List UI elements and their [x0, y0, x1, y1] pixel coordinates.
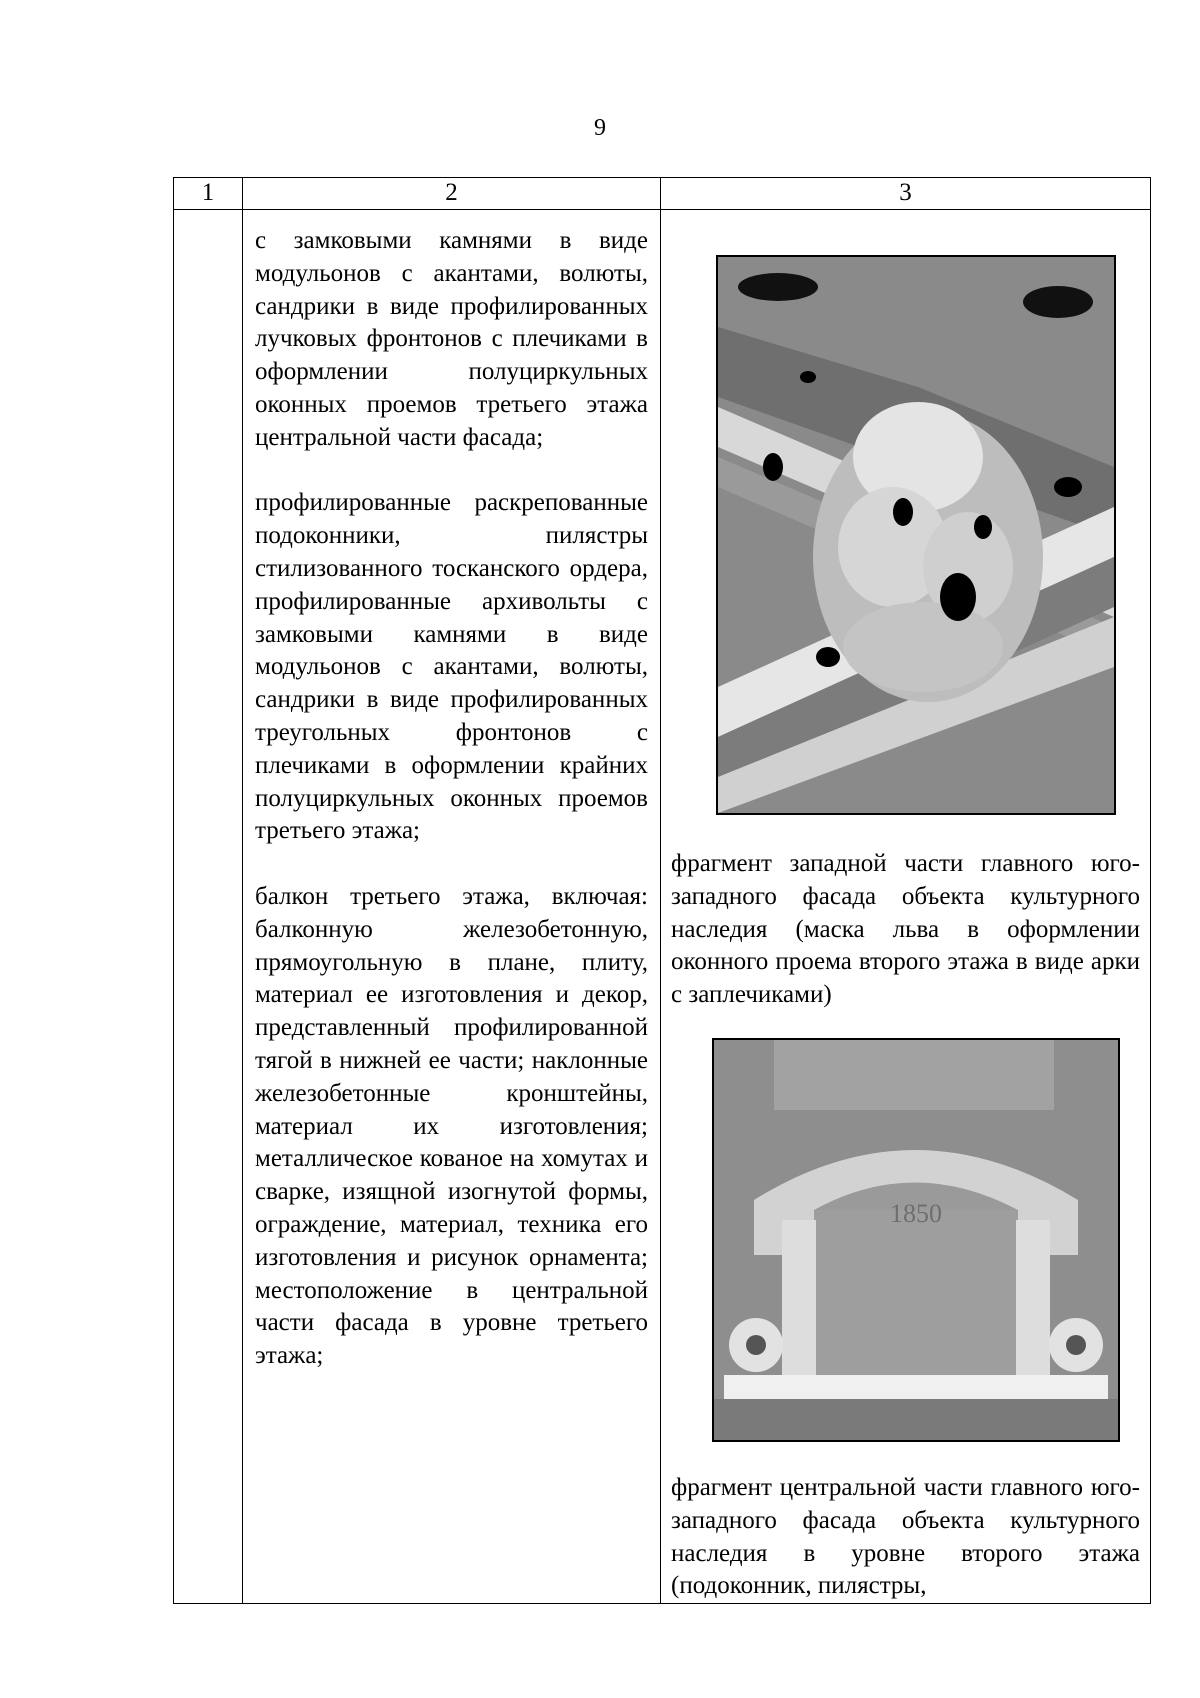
table-header-row — [174, 178, 1151, 210]
row-number-cell — [174, 210, 243, 1604]
description-paragraph: с замковыми камнями в виде модульонов с акантами, волюты, сандрики в виде профилированных лучковых фронтонов с плечиками в оформлении полуциркульных оконных проемов третьего этажа центральной части фасада; — [255, 227, 648, 451]
header-col-3: 3 — [661, 178, 1151, 210]
description-paragraph: балкон третьего этажа, включая: балконную железобетонную, прямоугольную в плане, плиту, материал ее изготовления и декор, представленный профилированной тягой в нижней ее части; наклонные железобетонные кронштейны, материал их изготовления; металлическое кованое на хомутах и сварке, изящной изогнутой формы, ограждение, материал, техника его изготовления и рисунок орнамента; местоположение в центральной части фасада в уровне третьего этажа; — [255, 882, 648, 1370]
illustration-cell — [661, 210, 1151, 1604]
description-paragraph: профилированные раскрепованные подоконники, пилястры стилизованного тосканского ордера, профилированные архивольты с замковыми камнями в виде модульонов с акантами, волюты, сандрики в виде профилированных треугольных фронтонов с плечиками в оформлении крайних полуциркульных оконных проемов третьего этажа; — [255, 489, 648, 845]
table-row — [174, 210, 1151, 1604]
photo-date-text: 1850 — [890, 1198, 942, 1228]
header-col-2: 2 — [243, 178, 661, 210]
window-sill-illustration — [714, 1040, 1118, 1440]
document-table — [173, 177, 1151, 1604]
description-cell — [243, 210, 661, 1604]
lion-mask-photo — [716, 255, 1116, 815]
photo-caption: фрагмент центральной части главного юго-западного фасада объекта культурного наследия в уровне второго этажа (подоконник, пилястры, — [671, 1473, 1140, 1600]
photo-caption: фрагмент западной части главного юго-западного фасада объекта культурного наследия (маска льва в оформлении оконного проема второго этажа в виде арки с заплечиками) — [671, 850, 1140, 1009]
window-sill-photo — [712, 1038, 1120, 1442]
header-col-1: 1 — [174, 178, 243, 210]
lion-mask-illustration — [718, 257, 1114, 813]
page-number: 9 — [594, 115, 606, 141]
